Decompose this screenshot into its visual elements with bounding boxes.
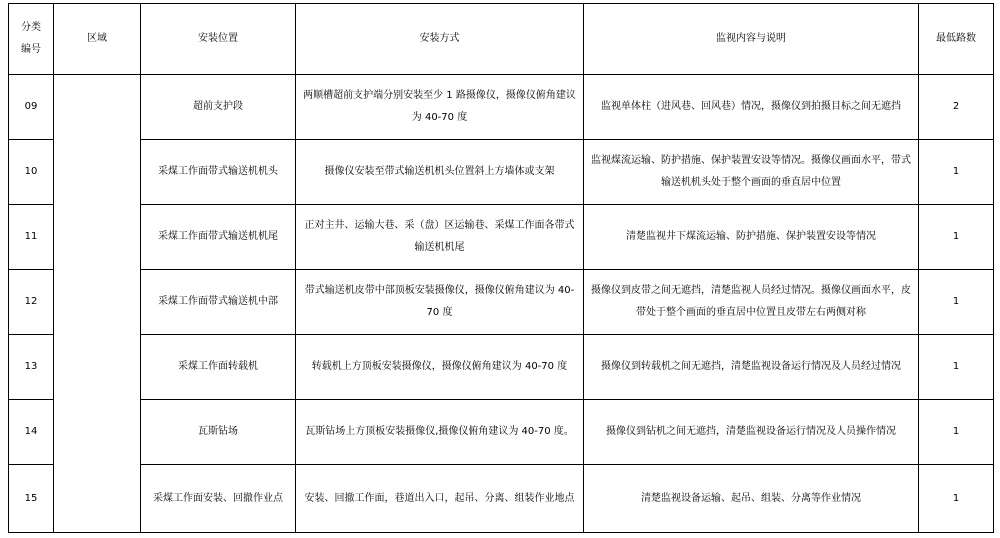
row-content: 摄像仪到钻机之间无遮挡，清楚监视设备运行情况及人员操作情况 <box>584 400 919 465</box>
row-method: 正对主井、运输大巷、采（盘）区运输巷、采煤工作面各带式输送机机尾 <box>296 205 584 270</box>
row-content: 清楚监视设备运输、起吊、组装、分离等作业情况 <box>584 465 919 533</box>
row-method: 摄像仪安装至带式输送机机头位置斜上方墙体或支架 <box>296 140 584 205</box>
row-location: 采煤工作面转载机 <box>141 335 296 400</box>
row-id: 09 <box>9 75 54 140</box>
header-number-label: 编号 <box>21 44 41 55</box>
row-content: 监视单体柱（进风巷、回风巷）情况，摄像仪到拍摄目标之间无遮挡 <box>584 75 919 140</box>
header-category-label: 分类 <box>21 22 41 33</box>
table-row <box>9 400 994 465</box>
row-count: 1 <box>919 335 994 400</box>
row-id: 12 <box>9 270 54 335</box>
row-method: 两顺槽超前支护端分别安装至少 1 路摄像仪，摄像仪俯角建议为 40-70 度 <box>296 75 584 140</box>
table-row <box>9 335 994 400</box>
table-header-row <box>9 4 994 75</box>
row-location: 采煤工作面带式输送机中部 <box>141 270 296 335</box>
table-row <box>9 270 994 335</box>
camera-installation-table <box>8 3 994 533</box>
row-content: 监视煤流运输、防护措施、保护装置安设等情况。摄像仪画面水平，带式输送机机头处于整个画面的垂直居中位置 <box>584 140 919 205</box>
row-content: 摄像仪到皮带之间无遮挡，清楚监视人员经过情况。摄像仪画面水平，皮带处于整个画面的垂直居中位置且皮带左右两侧对称 <box>584 270 919 335</box>
table-row <box>9 75 994 140</box>
row-id: 15 <box>9 465 54 533</box>
row-id: 11 <box>9 205 54 270</box>
row-location: 采煤工作面带式输送机机头 <box>141 140 296 205</box>
row-method: 带式输送机皮带中部顶板安装摄像仪，摄像仪俯角建议为 40-70 度 <box>296 270 584 335</box>
header-monitor-content: 监视内容与说明 <box>584 4 919 75</box>
row-location: 采煤工作面安装、回撤作业点 <box>141 465 296 533</box>
row-count: 1 <box>919 205 994 270</box>
row-method: 瓦斯钻场上方顶板安装摄像仪,摄像仪俯角建议为 40-70 度。 <box>296 400 584 465</box>
row-count: 1 <box>919 140 994 205</box>
region-cell <box>54 75 141 533</box>
row-method: 转载机上方顶板安装摄像仪，摄像仪俯角建议为 40-70 度 <box>296 335 584 400</box>
header-region: 区域 <box>54 4 141 75</box>
row-id: 14 <box>9 400 54 465</box>
row-count: 1 <box>919 270 994 335</box>
header-install-location: 安装位置 <box>141 4 296 75</box>
row-location: 超前支护段 <box>141 75 296 140</box>
table-row <box>9 140 994 205</box>
table-row <box>9 205 994 270</box>
row-location: 瓦斯钻场 <box>141 400 296 465</box>
row-count: 1 <box>919 400 994 465</box>
row-count: 1 <box>919 465 994 533</box>
row-id: 10 <box>9 140 54 205</box>
row-count: 2 <box>919 75 994 140</box>
header-install-method: 安装方式 <box>296 4 584 75</box>
row-method: 安装、回撤工作面，巷道出入口，起吊、分离、组装作业地点 <box>296 465 584 533</box>
row-id: 13 <box>9 335 54 400</box>
row-content: 摄像仪到转载机之间无遮挡，清楚监视设备运行情况及人员经过情况 <box>584 335 919 400</box>
header-min-channels: 最低路数 <box>919 4 994 75</box>
header-category-number <box>9 4 54 75</box>
row-content: 清楚监视井下煤流运输、防护措施、保护装置安设等情况 <box>584 205 919 270</box>
row-location: 采煤工作面带式输送机机尾 <box>141 205 296 270</box>
table-row <box>9 465 994 533</box>
